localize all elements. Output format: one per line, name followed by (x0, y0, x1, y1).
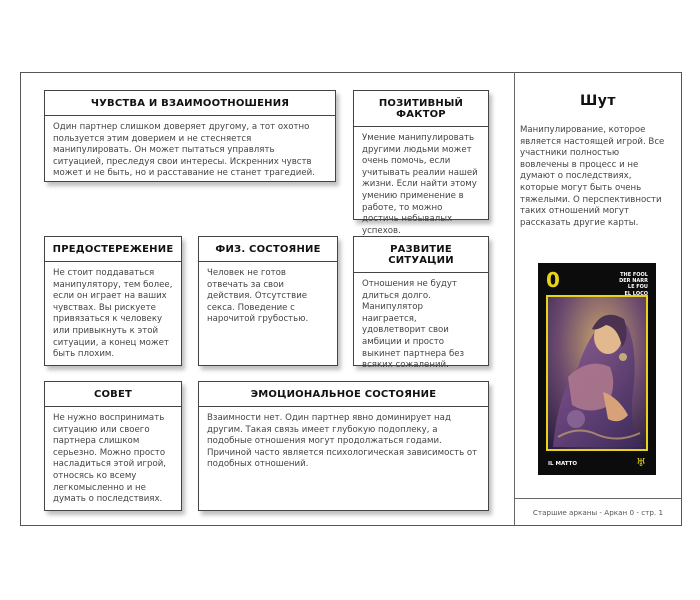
tarot-name-de: DER NARR (619, 278, 648, 285)
fool-illustration (548, 297, 646, 449)
page-footer: Старшие арканы - Аркан 0 - стр. 1 (532, 508, 664, 517)
card-warning-text: Не стоит поддаваться манипулятору, тем более, если он играет на ваших чувствах. Вы рискуете привязаться к человеку или привыкнуть к этой ситуации, а конец может быть плохим. (53, 268, 173, 360)
footer-divider (514, 498, 682, 499)
card-development (353, 236, 489, 371)
tarot-name-es: EL LOCO (624, 290, 648, 297)
card-physical-text: Человек не готов отвечать за свои действия. Отсутствие секса. Поведение с нарочитой грубостью. (207, 268, 309, 325)
card-divider (45, 406, 181, 407)
uranus-symbol-icon: ♅ (636, 456, 646, 469)
card-emotional-title: ЭМОЦИОНАЛЬНОЕ СОСТОЯНИЕ (250, 389, 437, 400)
tarot-number: 0 (546, 268, 560, 292)
card-feelings-text: Один партнер слишком доверяет другому, а тот охотно пользуется этим доверием и не стесняется манипулировать. Он может пытаться управлять ситуацией, преследуя свои интересы. Искренних чувств может и не быть, но и расставание не станет трагедией. (53, 122, 315, 179)
card-divider (45, 115, 335, 116)
card-divider (199, 261, 337, 262)
tarot-name-fr: LE FOU (627, 284, 648, 291)
card-development-text: Отношения не будут длиться долго. Манипулятор наиграется, удовлетворит свои амбиции и просто выкинет партнера без всяких сожалений. (362, 279, 465, 371)
card-positive-title: ПОЗИТИВНЫЙ ФАКТОР (378, 98, 464, 120)
tarot-name-en: THE FOOL (620, 272, 648, 278)
card-divider (354, 272, 488, 273)
card-emotional-text: Взаимности нет. Один партнер явно доминирует над другим. Такая связь имеет глубокую подоплеку, а подобные отношения могут продолжаться годами. Причиной часто является психологическая зависимость от подобных отношений. (207, 413, 478, 470)
card-emotional (198, 381, 489, 511)
tarot-names (619, 272, 648, 297)
card-positive (353, 90, 489, 236)
card-divider (354, 126, 488, 127)
tarot-caption: IL MATTO (548, 461, 578, 467)
arcana-title: Шут (579, 93, 617, 109)
card-divider (199, 406, 488, 407)
card-advice (44, 381, 182, 511)
card-warning (44, 236, 182, 366)
card-feelings-title: ЧУВСТВА И ВЗАИМООТНОШЕНИЯ (90, 98, 290, 109)
card-physical (198, 236, 338, 366)
card-warning-title: ПРЕДОСТЕРЕЖЕНИЕ (52, 244, 174, 255)
card-advice-title: СОВЕТ (93, 389, 133, 400)
card-advice-text: Не нужно воспринимать ситуацию или своего партнера слишком серьезно. Можно просто насладиться этой игрой, относясь ко всему легкомысленно и не думать о последствиях. (53, 413, 167, 505)
card-development-title: РАЗВИТИЕ СИТУАЦИИ (388, 244, 454, 266)
card-physical-title: ФИЗ. СОСТОЯНИЕ (215, 244, 321, 255)
vertical-divider (514, 72, 515, 526)
card-positive-text: Умение манипулировать другими людьми может очень помочь, если учитывать реалии нашей жизни. Если найти этому умению применение в работе, то можно достичь небывалых успехов. (362, 133, 478, 236)
tarot-artwork (546, 295, 648, 451)
card-divider (45, 261, 181, 262)
tarot-card-image (538, 263, 656, 475)
arcana-description: Манипулирование, которое является настоящей игрой. Все участники полностью вовлечены в процесс и не думают о последствиях, которые могут быть очень тяжелыми. О перспективности таких отношений могут рассказать другие карты. (520, 125, 665, 228)
card-feelings (44, 90, 336, 182)
